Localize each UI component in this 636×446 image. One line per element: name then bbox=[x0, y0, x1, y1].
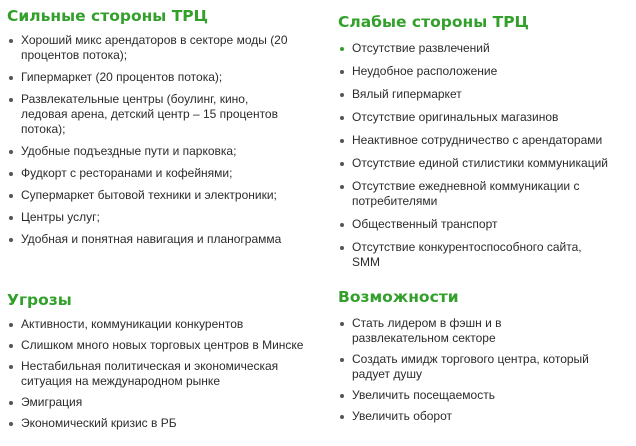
list-item bbox=[7, 395, 337, 410]
list-item bbox=[7, 33, 327, 63]
list-item bbox=[338, 352, 636, 382]
list-item bbox=[7, 188, 327, 203]
list-item bbox=[338, 64, 636, 79]
list-item bbox=[338, 110, 636, 125]
list-item-text: Слишком много новых торговых центров в Минске bbox=[21, 338, 304, 352]
opportunities-list bbox=[338, 316, 636, 424]
threats-list bbox=[7, 317, 337, 431]
list-item bbox=[7, 70, 327, 85]
weaknesses-title: Слабые стороны ТРЦ bbox=[338, 13, 529, 31]
list-item bbox=[7, 338, 337, 353]
list-item-text: Фудкорт с ресторанами и кофейнями; bbox=[21, 166, 233, 180]
weaknesses-section bbox=[338, 12, 636, 278]
list-item-text: процентов потока); bbox=[21, 48, 128, 62]
list-item bbox=[338, 156, 636, 171]
list-item-text: Увеличить оборот bbox=[352, 409, 453, 423]
list-item-text: Неудобное расположение bbox=[352, 64, 498, 78]
list-item-text: Развлекательные центры (боулинг, кино, bbox=[21, 92, 249, 106]
strengths-title: Сильные стороны ТРЦ bbox=[7, 7, 209, 25]
list-item-text: Удобные подъездные пути и парковка; bbox=[21, 144, 237, 158]
list-item-text: SMM bbox=[352, 255, 380, 269]
list-item-text: Хороший микс арендаторов в секторе моды (20 bbox=[21, 33, 288, 47]
list-item-text: Отсутствие конкурентоспособного сайта, bbox=[352, 240, 582, 254]
threats-title: Угрозы bbox=[7, 291, 72, 309]
list-item-text: Вялый гипермаркет bbox=[352, 87, 462, 101]
list-item-text: радует душу bbox=[352, 367, 422, 381]
list-item-text: Эмиграция bbox=[21, 395, 83, 409]
list-item bbox=[338, 409, 636, 424]
list-item bbox=[338, 316, 636, 346]
list-item bbox=[7, 416, 337, 431]
list-item-text: Увеличить посещаемость bbox=[352, 388, 495, 402]
list-item-text: Удобная и понятная навигация и планограмма bbox=[21, 232, 282, 246]
list-item bbox=[7, 92, 327, 137]
strengths-list bbox=[7, 33, 327, 247]
list-item-text: Супермаркет бытовой техники и электроники; bbox=[21, 188, 277, 202]
list-item-text: Экономический кризис в РБ bbox=[21, 416, 177, 430]
list-item bbox=[338, 87, 636, 102]
list-item-text: Создать имидж торгового центра, который bbox=[352, 352, 589, 366]
list-item-text: ледовая арена, детский центр – 15 процентов bbox=[21, 107, 278, 121]
list-item bbox=[338, 133, 636, 148]
list-item-text: Отсутствие оригинальных магазинов bbox=[352, 110, 559, 124]
list-item bbox=[7, 144, 327, 159]
list-item-text: Отсутствие единой стилистики коммуникаций bbox=[352, 156, 608, 170]
list-item bbox=[7, 210, 327, 225]
list-item-text: ситуация на международном рынке bbox=[21, 374, 220, 388]
list-item-text: развлекательном секторе bbox=[352, 331, 496, 345]
list-item-text: Гипермаркет (20 процентов потока); bbox=[21, 70, 223, 84]
list-item-text: Центры услуг; bbox=[21, 210, 100, 224]
opportunities-section bbox=[338, 287, 636, 430]
threats-section bbox=[7, 290, 337, 437]
list-item-text: Нестабильная политическая и экономическая bbox=[21, 359, 279, 373]
list-item-text: потока); bbox=[21, 122, 66, 136]
list-item-text: Неактивное сотрудничество с арендаторами bbox=[352, 133, 603, 147]
list-item bbox=[338, 179, 636, 209]
list-item-text: Общественный транспорт bbox=[352, 217, 498, 231]
list-item bbox=[7, 232, 327, 247]
list-item-text: Стать лидером в фэшн и в bbox=[352, 316, 502, 330]
weaknesses-list bbox=[338, 41, 636, 270]
list-item bbox=[7, 166, 327, 181]
list-item bbox=[338, 217, 636, 232]
list-item-text: Активности, коммуникации конкурентов bbox=[21, 317, 244, 331]
list-item bbox=[338, 41, 636, 56]
list-item bbox=[7, 317, 337, 332]
list-item bbox=[7, 359, 337, 389]
list-item-text: Отсутствие ежедневной коммуникации с bbox=[352, 179, 580, 193]
list-item-text: потребителями bbox=[352, 194, 438, 208]
strengths-section bbox=[7, 6, 327, 254]
list-item bbox=[338, 240, 636, 270]
list-item-text: Отсутствие развлечений bbox=[352, 41, 490, 55]
list-item bbox=[338, 388, 636, 403]
opportunities-title: Возможности bbox=[338, 288, 459, 306]
